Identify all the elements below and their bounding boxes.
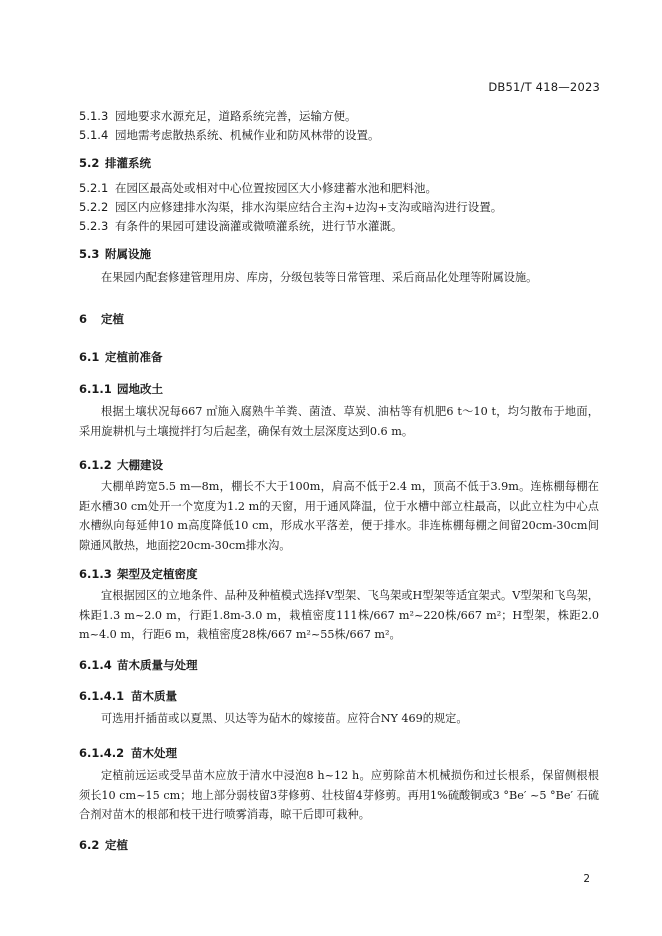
heading-number: 6.1.1 [79,382,112,396]
clause-5-2-2 [79,199,502,215]
clause-text: 园地需考虑散热系统、机械作业和防风林带的设置。 [115,128,380,142]
clause-number: 5.1.4 [79,128,109,142]
heading-title: 苗木处理 [131,746,177,760]
paragraph-6-1-1: 根据土壤状况每667 ㎡施入腐熟牛羊粪、菌渣、草炭、油枯等有机肥6 t～10 t，均匀散布于地面，采用旋耕机与土壤搅拌打匀后起垄，确保有效土层深度达到0.6 m。 [79,405,599,438]
heading-number: 6.2 [79,838,100,852]
heading-number: 6 [79,312,88,326]
heading-6-2 [79,837,128,853]
clause-5-1-3 [79,108,357,124]
heading-title: 附属设施 [105,247,151,261]
heading-title: 定植 [105,838,128,852]
heading-6-1-3 [79,566,198,582]
heading-5-2 [79,155,151,171]
clause-number: 5.2.1 [79,181,109,195]
paragraph-5-3: 在果园内配套修建管理用房、库房，分级包装等日常管理、采后商品化处理等附属设施。 [101,271,538,284]
heading-title: 架型及定植密度 [117,567,198,581]
clause-number: 5.2.2 [79,200,109,214]
clause-5-2-1 [79,180,437,196]
clause-number: 5.2.3 [79,219,109,233]
heading-number: 6.1.4.1 [79,689,125,703]
heading-title: 苗木质量与处理 [117,658,198,672]
heading-6-1-4 [79,657,198,673]
paragraph-6-1-2: 大棚单跨宽5.5 m—8m，棚长不大于100m，肩高不低于2.4 m，顶高不低于3.9m。连栋棚每棚在距水槽30 cm处开一个宽度为1.2 m的天窗，用于通风降温，位于水槽中部立柱最高，以此立柱为中心点水槽纵向每延伸10 m高度降低10 cm，形成水平落差，便于排水。非连栋棚每棚之间留20cm-30cm间隙通风散热，地面挖20cm-30cm排水沟。 [79,480,599,552]
heading-number: 5.2 [79,156,100,170]
heading-6-1-4-2 [79,745,177,761]
clause-text: 有条件的果园可建设滴灌或微喷灌系统，进行节水灌溉。 [115,219,403,233]
heading-title: 苗木质量 [131,689,177,703]
heading-number: 6.1.4 [79,658,112,672]
clause-number: 5.1.3 [79,109,109,123]
heading-number: 6.1.3 [79,567,112,581]
heading-title: 大棚建设 [117,458,163,472]
heading-number: 5.3 [79,247,100,261]
heading-number: 6.1.2 [79,458,112,472]
heading-6 [79,311,124,327]
heading-number: 6.1 [79,350,100,364]
paragraph-6-1-3: 宜根据园区的立地条件、品种及种植模式选择V型架、飞鸟架或H型架等适宜架式。V型架和飞鸟架，株距1.3 m~2.0 m，行距1.8m-3.0 m，栽植密度111株/667 m²~220株/667 m²；H型架，株距2.0 m~4.0 m，行距6 m，栽植密度28株/667 m²~55株/667 m²。 [79,589,599,642]
clause-text: 在园区最高处或相对中心位置按园区大小修建蓄水池和肥料池。 [115,181,437,195]
paragraph-6-1-4-2: 定植前远运或受旱苗木应放于清水中浸泡8 h~12 h。应剪除苗木机械损伤和过长根系，保留侧根根须长10 cm~15 cm；地上部分弱枝留3芽修剪、壮枝留4芽修剪。再用1%硫酸铜或3 °Be′ ~5 °Be′ 石硫合剂对苗木的根部和枝干进行喷雾消毒，晾干后即可栽种。 [79,769,599,822]
clause-5-1-4 [79,127,380,143]
heading-6-1-1 [79,381,163,397]
doc-code: DB51/T 418—2023 [488,80,600,94]
clause-5-2-3 [79,218,403,234]
paragraph-6-1-4-1: 可选用扦插苗或以夏黑、贝达等为砧木的嫁接苗。应符合NY 469的规定。 [101,712,468,725]
heading-title: 定植 [101,312,124,326]
clause-text: 园地要求水源充足，道路系统完善，运输方便。 [115,109,357,123]
heading-6-1-4-1 [79,688,177,704]
heading-6-1-2 [79,457,163,473]
heading-6-1 [79,349,163,365]
heading-number: 6.1.4.2 [79,746,125,760]
heading-5-3 [79,246,151,262]
page-number: 2 [583,873,590,885]
heading-title: 定植前准备 [105,350,163,364]
heading-title: 排灌系统 [105,156,151,170]
clause-text: 园区内应修建排水沟渠，排水沟渠应结合主沟+边沟+支沟或暗沟进行设置。 [115,200,503,214]
heading-title: 园地改土 [117,382,163,396]
